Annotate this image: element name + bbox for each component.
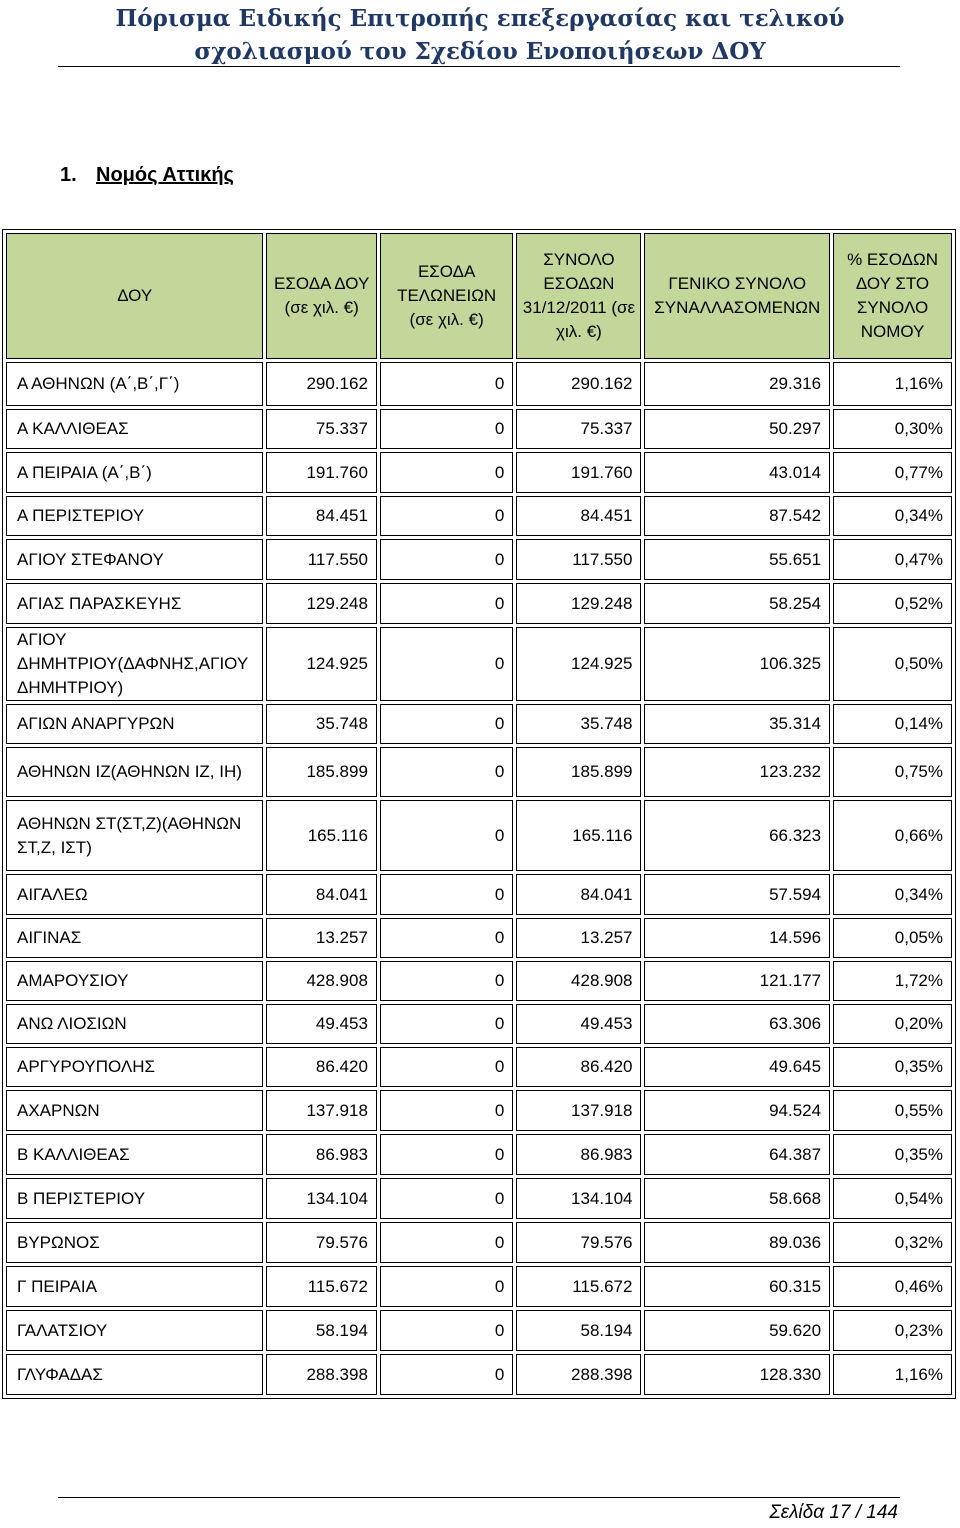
cell-geniko-synolo: 35.314 [644, 704, 830, 744]
cell-synolo-esodon: 49.453 [516, 1004, 641, 1044]
cell-dou-name: Α ΑΘΗΝΩΝ (Α΄,Β΄,Γ΄) [6, 362, 263, 406]
table-row [6, 1134, 952, 1175]
cell-esoda-dou: 117.550 [266, 539, 377, 580]
cell-geniko-synolo: 87.542 [644, 496, 830, 536]
cell-pososto: 0,66% [833, 800, 952, 871]
cell-geniko-synolo: 66.323 [644, 800, 830, 871]
cell-dou-name: ΑΓΙΟΥ ΔΗΜΗΤΡΙΟΥ(ΔΑΦΝΗΣ,ΑΓΙΟΥ ΔΗΜΗΤΡΙΟΥ) [6, 627, 263, 701]
cell-esoda-telonion: 0 [380, 918, 513, 958]
cell-esoda-dou: 58.194 [266, 1310, 377, 1351]
cell-esoda-telonion: 0 [380, 1090, 513, 1131]
cell-esoda-telonion: 0 [380, 704, 513, 744]
cell-esoda-telonion: 0 [380, 874, 513, 915]
cell-esoda-dou: 49.453 [266, 1004, 377, 1044]
cell-geniko-synolo: 123.232 [644, 747, 830, 797]
table-row [6, 961, 952, 1001]
cell-dou-name: Α ΠΕΡΙΣΤΕΡΙΟΥ [6, 496, 263, 536]
cell-esoda-dou: 84.041 [266, 874, 377, 915]
cell-geniko-synolo: 55.651 [644, 539, 830, 580]
cell-synolo-esodon: 124.925 [516, 627, 641, 701]
cell-esoda-dou: 75.337 [266, 409, 377, 449]
cell-dou-name: ΑΓΙΟΥ ΣΤΕΦΑΝΟΥ [6, 539, 263, 580]
cell-geniko-synolo: 50.297 [644, 409, 830, 449]
cell-geniko-synolo: 64.387 [644, 1134, 830, 1175]
cell-pososto: 0,32% [833, 1222, 952, 1263]
cell-synolo-esodon: 134.104 [516, 1178, 641, 1219]
cell-synolo-esodon: 185.899 [516, 747, 641, 797]
table-row [6, 1090, 952, 1131]
cell-esoda-telonion: 0 [380, 1134, 513, 1175]
cell-pososto: 0,50% [833, 627, 952, 701]
cell-pososto: 0,35% [833, 1047, 952, 1087]
cell-synolo-esodon: 58.194 [516, 1310, 641, 1351]
cell-synolo-esodon: 115.672 [516, 1266, 641, 1307]
cell-synolo-esodon: 35.748 [516, 704, 641, 744]
cell-geniko-synolo: 89.036 [644, 1222, 830, 1263]
table-row [6, 1047, 952, 1087]
cell-esoda-telonion: 0 [380, 961, 513, 1001]
cell-dou-name: ΓΛΥΦΑΔΑΣ [6, 1354, 263, 1395]
cell-geniko-synolo: 58.668 [644, 1178, 830, 1219]
cell-pososto: 0,46% [833, 1266, 952, 1307]
cell-geniko-synolo: 14.596 [644, 918, 830, 958]
cell-esoda-telonion: 0 [380, 539, 513, 580]
cell-esoda-dou: 115.672 [266, 1266, 377, 1307]
cell-synolo-esodon: 129.248 [516, 583, 641, 624]
cell-synolo-esodon: 84.451 [516, 496, 641, 536]
cell-pososto: 0,54% [833, 1178, 952, 1219]
column-header-esoda-telonion: ΕΣΟΔΑ ΤΕΛΩΝΕΙΩΝ (σε χιλ. €) [380, 233, 513, 359]
cell-synolo-esodon: 79.576 [516, 1222, 641, 1263]
cell-dou-name: ΑΘΗΝΩΝ ΙΖ(ΑΘΗΝΩΝ ΙΖ, ΙΗ) [6, 747, 263, 797]
cell-synolo-esodon: 84.041 [516, 874, 641, 915]
cell-esoda-telonion: 0 [380, 1310, 513, 1351]
cell-esoda-dou: 288.398 [266, 1354, 377, 1395]
cell-geniko-synolo: 94.524 [644, 1090, 830, 1131]
cell-pososto: 0,34% [833, 496, 952, 536]
cell-esoda-dou: 191.760 [266, 452, 377, 493]
cell-esoda-dou: 129.248 [266, 583, 377, 624]
cell-esoda-dou: 428.908 [266, 961, 377, 1001]
cell-pososto: 0,55% [833, 1090, 952, 1131]
cell-dou-name: ΓΑΛΑΤΣΙΟΥ [6, 1310, 263, 1351]
cell-dou-name: Β ΠΕΡΙΣΤΕΡΙΟΥ [6, 1178, 263, 1219]
cell-geniko-synolo: 49.645 [644, 1047, 830, 1087]
cell-geniko-synolo: 128.330 [644, 1354, 830, 1395]
cell-esoda-telonion: 0 [380, 583, 513, 624]
cell-esoda-dou: 35.748 [266, 704, 377, 744]
cell-esoda-telonion: 0 [380, 452, 513, 493]
cell-esoda-dou: 290.162 [266, 362, 377, 406]
table-row [6, 496, 952, 536]
cell-dou-name: Α ΠΕΙΡΑΙΑ (Α΄,Β΄) [6, 452, 263, 493]
section-heading [60, 164, 234, 187]
cell-synolo-esodon: 117.550 [516, 539, 641, 580]
cell-dou-name: ΑΜΑΡΟΥΣΙΟΥ [6, 961, 263, 1001]
cell-esoda-dou: 134.104 [266, 1178, 377, 1219]
page-number: Σελίδα 17 / 144 [769, 1502, 898, 1523]
cell-pososto: 0,47% [833, 539, 952, 580]
section-title: Νομός Αττικής [96, 164, 234, 186]
cell-synolo-esodon: 165.116 [516, 800, 641, 871]
title-line-2: σχολιασμού του Σχεδίου Ενοποιήσεων ΔΟΥ [194, 38, 766, 65]
table-row [6, 1222, 952, 1263]
cell-synolo-esodon: 288.398 [516, 1354, 641, 1395]
cell-dou-name: ΒΥΡΩΝΟΣ [6, 1222, 263, 1263]
cell-dou-name: ΑΙΓΑΛΕΩ [6, 874, 263, 915]
cell-dou-name: Γ ΠΕΙΡΑΙΑ [6, 1266, 263, 1307]
cell-esoda-telonion: 0 [380, 747, 513, 797]
cell-dou-name: Α ΚΑΛΛΙΘΕΑΣ [6, 409, 263, 449]
revenue-table [2, 229, 956, 1399]
table-row [6, 583, 952, 624]
cell-esoda-telonion: 0 [380, 627, 513, 701]
table-row [6, 1178, 952, 1219]
cell-dou-name: ΑΘΗΝΩΝ ΣΤ(ΣΤ,Ζ)(ΑΘΗΝΩΝ ΣΤ,Ζ, ΙΣΤ) [6, 800, 263, 871]
cell-esoda-telonion: 0 [380, 1004, 513, 1044]
cell-pososto: 0,75% [833, 747, 952, 797]
cell-esoda-telonion: 0 [380, 1047, 513, 1087]
table-row [6, 539, 952, 580]
cell-pososto: 0,20% [833, 1004, 952, 1044]
cell-esoda-dou: 165.116 [266, 800, 377, 871]
cell-geniko-synolo: 121.177 [644, 961, 830, 1001]
cell-pososto: 0,34% [833, 874, 952, 915]
cell-esoda-dou: 185.899 [266, 747, 377, 797]
cell-dou-name: Β ΚΑΛΛΙΘΕΑΣ [6, 1134, 263, 1175]
cell-esoda-telonion: 0 [380, 1222, 513, 1263]
document-title [0, 2, 960, 68]
cell-dou-name: ΑΡΓΥΡΟΥΠΟΛΗΣ [6, 1047, 263, 1087]
cell-synolo-esodon: 86.983 [516, 1134, 641, 1175]
cell-pososto: 0,30% [833, 409, 952, 449]
cell-dou-name: ΑΙΓΙΝΑΣ [6, 918, 263, 958]
column-header-dou: ΔΟΥ [6, 233, 263, 359]
cell-pososto: 0,05% [833, 918, 952, 958]
table-body [6, 362, 952, 1395]
cell-dou-name: ΑΝΩ ΛΙΟΣΙΩΝ [6, 1004, 263, 1044]
table-row [6, 409, 952, 449]
table-row [6, 627, 952, 701]
cell-geniko-synolo: 57.594 [644, 874, 830, 915]
cell-geniko-synolo: 60.315 [644, 1266, 830, 1307]
table-row [6, 704, 952, 744]
table-header-row [6, 233, 952, 359]
cell-pososto: 0,14% [833, 704, 952, 744]
cell-pososto: 0,77% [833, 452, 952, 493]
cell-pososto: 1,16% [833, 1354, 952, 1395]
cell-esoda-dou: 84.451 [266, 496, 377, 536]
footer-divider [58, 1497, 900, 1498]
cell-pososto: 1,72% [833, 961, 952, 1001]
cell-synolo-esodon: 13.257 [516, 918, 641, 958]
cell-esoda-dou: 13.257 [266, 918, 377, 958]
title-divider [58, 66, 900, 67]
cell-synolo-esodon: 428.908 [516, 961, 641, 1001]
table-row [6, 918, 952, 958]
cell-geniko-synolo: 43.014 [644, 452, 830, 493]
cell-pososto: 0,23% [833, 1310, 952, 1351]
table-row [6, 874, 952, 915]
cell-dou-name: ΑΧΑΡΝΩΝ [6, 1090, 263, 1131]
table-row [6, 1310, 952, 1351]
cell-esoda-telonion: 0 [380, 800, 513, 871]
section-number: 1. [60, 164, 77, 186]
cell-esoda-dou: 79.576 [266, 1222, 377, 1263]
column-header-synolo-esodon: ΣΥΝΟΛΟ ΕΣΟΔΩΝ 31/12/2011 (σε χιλ. €) [516, 233, 641, 359]
cell-dou-name: ΑΓΙΩΝ ΑΝΑΡΓΥΡΩΝ [6, 704, 263, 744]
table-row [6, 747, 952, 797]
table-row [6, 452, 952, 493]
title-line-1: Πόρισμα Ειδικής Επιτροπής επεξεργασίας και τελικού [115, 5, 845, 32]
table-row [6, 800, 952, 871]
cell-esoda-telonion: 0 [380, 1266, 513, 1307]
cell-esoda-telonion: 0 [380, 1178, 513, 1219]
table-row [6, 362, 952, 406]
cell-esoda-telonion: 0 [380, 409, 513, 449]
cell-geniko-synolo: 63.306 [644, 1004, 830, 1044]
cell-synolo-esodon: 191.760 [516, 452, 641, 493]
cell-geniko-synolo: 58.254 [644, 583, 830, 624]
cell-esoda-dou: 86.983 [266, 1134, 377, 1175]
cell-geniko-synolo: 29.316 [644, 362, 830, 406]
table-row [6, 1004, 952, 1044]
cell-geniko-synolo: 106.325 [644, 627, 830, 701]
cell-geniko-synolo: 59.620 [644, 1310, 830, 1351]
cell-esoda-telonion: 0 [380, 1354, 513, 1395]
cell-esoda-dou: 124.925 [266, 627, 377, 701]
table-row [6, 1354, 952, 1395]
cell-synolo-esodon: 86.420 [516, 1047, 641, 1087]
cell-esoda-dou: 137.918 [266, 1090, 377, 1131]
cell-pososto: 1,16% [833, 362, 952, 406]
cell-pososto: 0,52% [833, 583, 952, 624]
cell-synolo-esodon: 75.337 [516, 409, 641, 449]
cell-synolo-esodon: 137.918 [516, 1090, 641, 1131]
cell-pososto: 0,35% [833, 1134, 952, 1175]
column-header-pososto: % ΕΣΟΔΩΝ ΔΟΥ ΣΤΟ ΣΥΝΟΛΟ ΝΟΜΟΥ [833, 233, 952, 359]
column-header-geniko-synolo: ΓΕΝΙΚΟ ΣΥΝΟΛΟ ΣΥΝΑΛΛΑΣΟΜΕΝΩΝ [644, 233, 830, 359]
cell-esoda-telonion: 0 [380, 496, 513, 536]
cell-synolo-esodon: 290.162 [516, 362, 641, 406]
cell-esoda-telonion: 0 [380, 362, 513, 406]
table-row [6, 1266, 952, 1307]
cell-esoda-dou: 86.420 [266, 1047, 377, 1087]
column-header-esoda-dou: ΕΣΟΔΑ ΔΟΥ (σε χιλ. €) [266, 233, 377, 359]
cell-dou-name: ΑΓΙΑΣ ΠΑΡΑΣΚΕΥΗΣ [6, 583, 263, 624]
